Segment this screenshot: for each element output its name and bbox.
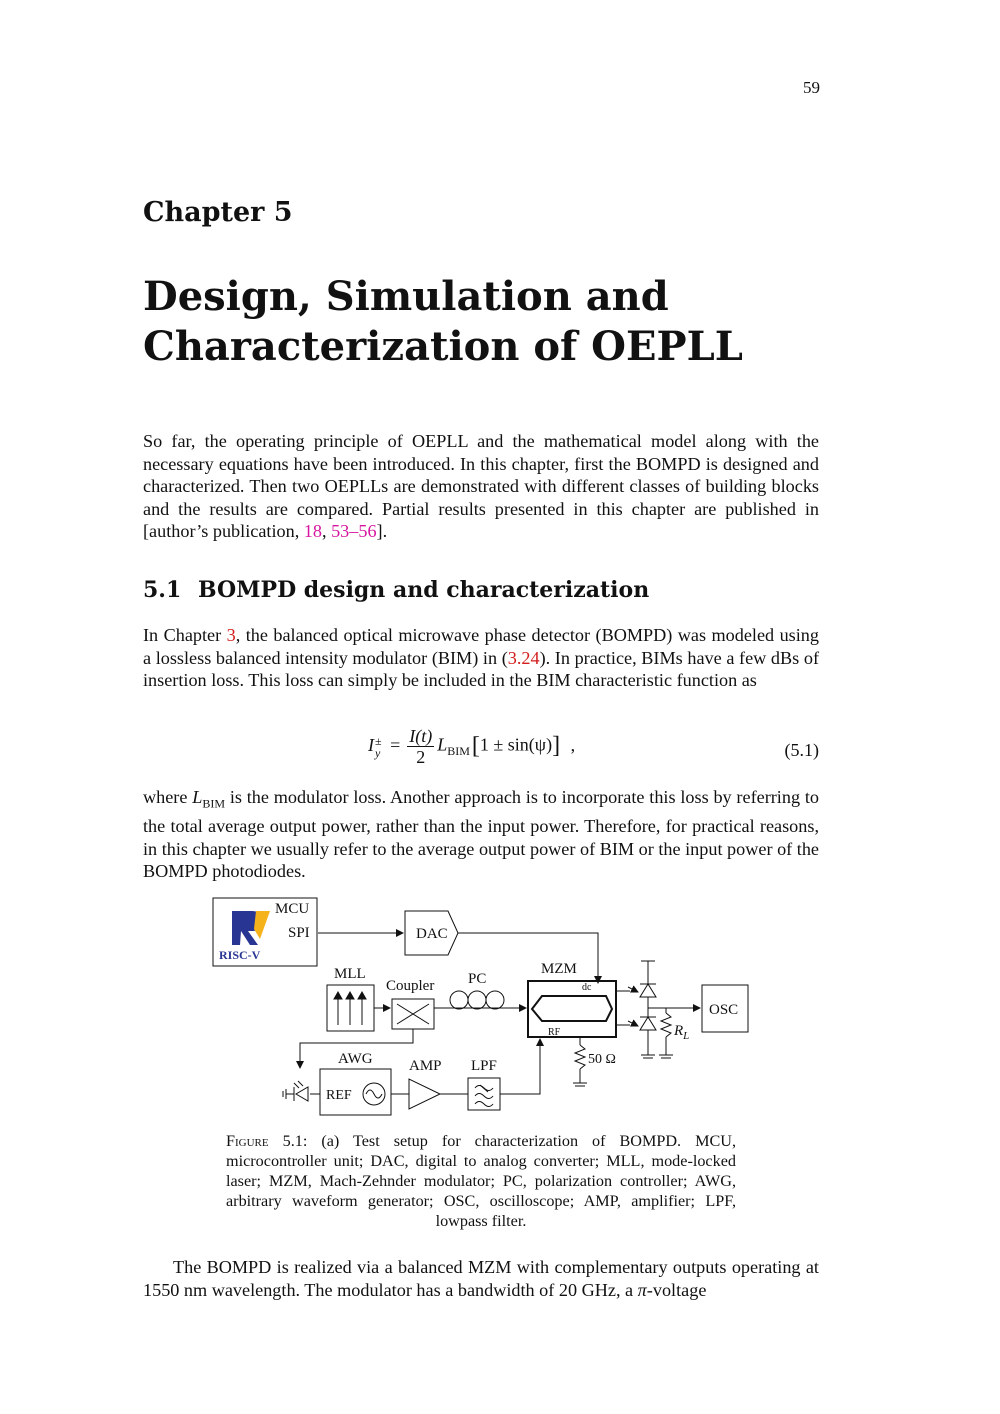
caption-label: Figure xyxy=(226,1132,269,1150)
rl-label: $R_L$ xyxy=(674,1023,690,1042)
ref-photodiode xyxy=(296,1087,308,1101)
section-title: BOMPD design and characterization xyxy=(198,577,650,603)
eq-fraction xyxy=(407,726,434,767)
equation-body: I ± y = $\frac{I(t)}{2}$ $L_{BIM}[1 \pm \sin(\psi)]$ , xyxy=(368,726,576,767)
pc-label: PC xyxy=(468,971,487,987)
caption-text: (a) Test setup for characterization of BOMPD. MCU, microcontroller unit; DAC, digital to analog converter; MLL, mode-locked laser; MZM, Mach-Zehnder modulator; PC, polarization controller; AWG, arbitrary waveform generator; OSC, oscilloscope; AMP, amplifier; LPF, lowpass filter. xyxy=(226,1132,736,1230)
eq-bracket-body: 1 ± sin(ψ) xyxy=(479,734,553,755)
chapter-title xyxy=(143,272,843,372)
mcu-label: MCU xyxy=(275,901,310,917)
section-heading xyxy=(143,577,649,603)
photodiode-top xyxy=(640,984,656,997)
eq-loss-sub: BIM xyxy=(447,744,470,759)
lpf-box xyxy=(468,1078,500,1110)
citation-link[interactable]: 53 xyxy=(331,521,350,542)
paragraph-bim-model xyxy=(143,624,819,692)
mzm-waveguide xyxy=(532,996,612,1021)
intro-paragraph xyxy=(143,430,819,543)
riscv-label: RISC-V xyxy=(219,948,261,962)
figure-test-setup xyxy=(210,893,770,1123)
para4-text-2: -voltage xyxy=(646,1279,707,1300)
pi-symbol: π xyxy=(637,1279,647,1300)
para4-text-1: The BOMPD is realized via a balanced MZM with complementary outputs operating at 1550 nm wavelength. The modulator has a bandwidth of 20 GHz, a xyxy=(143,1257,819,1300)
loss-symbol: L xyxy=(192,787,203,807)
section-number: 5.1 xyxy=(143,577,182,603)
intro-text: So far, the operating principle of OEPLL and the mathematical model along with the necessary equations have been introduced. In this chapter, first the BOMPD is designed and characterized. Then two OEPLLs are demonstrated with different classes of building blocks and the results are compared. Partial results presented in this chapter are published in [author’s publication, xyxy=(143,431,819,542)
citation-dash: – xyxy=(349,521,359,542)
coupler-label: Coupler xyxy=(386,978,435,994)
para2-text-2: , the balanced optical microwave phase detector (BOMPD) was modeled using a lossless balanced intensity modulator (BIM) in ( xyxy=(143,625,819,668)
citation-link[interactable]: 56 xyxy=(358,521,377,542)
mzm-rf-label: RF xyxy=(548,1027,561,1038)
dac-label: DAC xyxy=(416,926,448,942)
riscv-logo xyxy=(219,911,270,962)
eq-numerator: I(t) xyxy=(409,726,433,746)
para2-text-3: ). In practice, BIMs have a few dBs of insertion loss. This loss can simply be included in the BIM characteristic function as xyxy=(143,647,820,691)
para3-text-1: where xyxy=(143,787,193,807)
eq-trail: , xyxy=(570,734,576,755)
mzm-dc-label: dc xyxy=(582,982,592,993)
caption-number: 5.1: xyxy=(282,1132,308,1150)
equation-ref-link[interactable]: 3.24 xyxy=(507,647,540,668)
chapter-title-line-2: Characterization of OEPLL xyxy=(143,323,743,370)
figure-caption xyxy=(226,1131,736,1231)
amp-triangle xyxy=(409,1079,440,1109)
equation-5-1 xyxy=(143,724,819,774)
eq-denominator: 2 xyxy=(416,747,426,767)
intro-separator: , xyxy=(321,521,332,542)
eq-lhs: I xyxy=(368,734,374,755)
para2-text-1: In Chapter xyxy=(143,625,227,645)
chapter-label: Chapter 5 xyxy=(143,197,293,228)
mll-label: MLL xyxy=(334,966,366,982)
page-number: 59 xyxy=(803,78,820,97)
termination-label: 50 Ω xyxy=(588,1052,616,1067)
loss-subscript: BIM xyxy=(202,796,226,811)
paragraph-modulator-loss xyxy=(143,786,819,883)
eq-lhs-sub: y xyxy=(375,745,381,760)
intro-end: ]. xyxy=(376,521,388,542)
eq-equals: = xyxy=(390,734,401,755)
spi-label: SPI xyxy=(288,925,310,941)
photodiode-bottom xyxy=(640,1017,656,1030)
mzm-label: MZM xyxy=(541,961,577,977)
pc-loop xyxy=(468,991,486,1009)
chapter-ref-link[interactable]: 3 xyxy=(226,625,236,645)
paragraph-bompd-realization xyxy=(143,1256,819,1301)
equation-number: (5.1) xyxy=(784,740,819,760)
lpf-label: LPF xyxy=(471,1058,497,1074)
para3-text-2: is the modulator loss. Another approach is to incorporate this loss by referring to the total average output power, rather than the input power. Therefore, for practical reasons, in this chapter we usually refer to the average output power of BIM or the input power of the BOMPD photodiodes. xyxy=(143,787,819,882)
eq-lhs-sup: ± xyxy=(375,733,382,748)
pc-loop xyxy=(450,991,468,1009)
mzm-box xyxy=(528,981,616,1037)
pc-loop xyxy=(486,991,504,1009)
osc-label: OSC xyxy=(709,1002,739,1018)
citation-link[interactable]: 18 xyxy=(303,521,322,542)
ref-label: REF xyxy=(326,1088,352,1103)
amp-label: AMP xyxy=(409,1058,442,1074)
eq-loss-symbol: L xyxy=(437,734,448,755)
awg-label: AWG xyxy=(338,1051,373,1067)
chapter-title-line-1: Design, Simulation and xyxy=(143,273,669,320)
